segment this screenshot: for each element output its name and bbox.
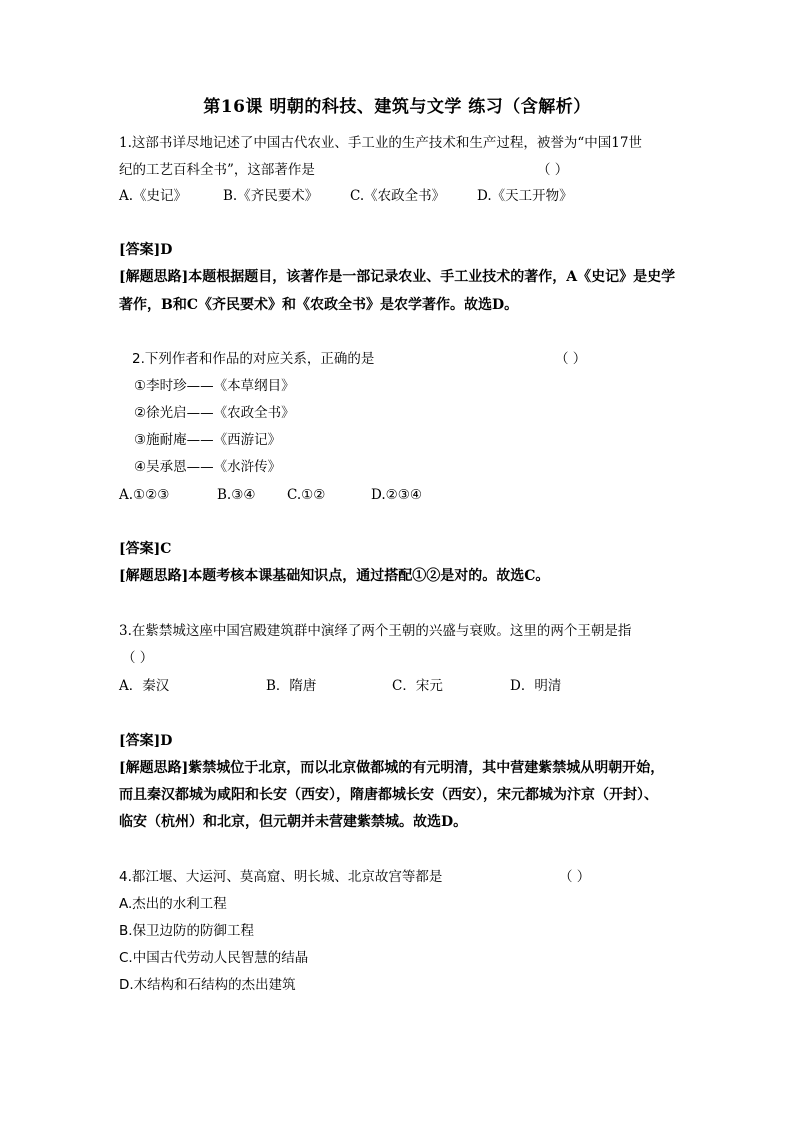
q1-analysis-line1: [解题思路]本题根据题目，该著作是一部记录农业、手工业技术的著作，A《史记》是史学 bbox=[119, 269, 676, 285]
q2-option-d: D.②③④ bbox=[371, 487, 422, 503]
q3-answer: [答案]D bbox=[119, 733, 173, 749]
q2-item-3: ③施耐庵——《西游记》 bbox=[134, 432, 282, 448]
q4-stem: 4.都江堰、大运河、莫高窟、明长城、北京故宫等都是 bbox=[119, 869, 443, 885]
q2-item-4: ④吴承恩——《水浒传》 bbox=[134, 459, 282, 475]
q1-answer-paren: （ ） bbox=[537, 162, 569, 178]
q2-item-1: ①李时珍——《本草纲目》 bbox=[134, 378, 295, 394]
q1-answer: [答案]D bbox=[119, 242, 173, 258]
q2-option-a: A.①②③ bbox=[119, 487, 170, 503]
q3-option-b: B．隋唐 bbox=[266, 678, 317, 694]
q2-option-c: C.①② bbox=[287, 487, 326, 503]
q3-analysis-line2: 而且秦汉都城为咸阳和长安（西安），隋唐都城长安（西安），宋元都城为汴京（开封）、 bbox=[119, 787, 658, 803]
q2-answer: [答案]C bbox=[119, 541, 172, 557]
q4-option-b: B.保卫边防的防御工程 bbox=[119, 923, 255, 939]
q4-answer-paren: （ ） bbox=[559, 869, 591, 885]
q1-option-a: A.《史记》 bbox=[119, 188, 188, 204]
q2-item-2: ②徐光启——《农政全书》 bbox=[134, 405, 295, 421]
q1-stem-line1: 1.这部书详尽地记述了中国古代农业、手工业的生产技术和生产过程，被誉为“中国17世 bbox=[119, 135, 642, 151]
q4-option-c: C.中国古代劳动人民智慧的结晶 bbox=[119, 950, 309, 966]
q1-analysis-line2: 著作，B和C《齐民要术》和《农政全书》是农学著作。故选D。 bbox=[119, 297, 519, 313]
q2-analysis: [解题思路]本题考核本课基础知识点，通过搭配①②是对的。故选C。 bbox=[119, 568, 550, 584]
q3-stem: 3.在紫禁城这座中国宫殿建筑群中演绎了两个王朝的兴盛与衰败。这里的两个王朝是指 bbox=[119, 623, 632, 639]
q2-option-b: B.③④ bbox=[217, 487, 256, 503]
q1-stem-line2: 纪的工艺百科全书”，这部著作是 bbox=[119, 162, 315, 178]
q3-option-c: C．宋元 bbox=[392, 678, 443, 694]
q1-option-b: B.《齐民要术》 bbox=[223, 188, 319, 204]
q2-stem: 2.下列作者和作品的对应关系，正确的是 bbox=[132, 351, 375, 367]
page-title: 第16课 明朝的科技、建筑与文学 练习（含解析） bbox=[203, 97, 591, 117]
q3-option-d: D．明清 bbox=[510, 678, 562, 694]
q3-analysis-line1: [解题思路]紫禁城位于北京，而以北京做都城的有元明清，其中营建紫禁城从明朝开始， bbox=[119, 760, 665, 776]
q3-analysis-line3: 临安（杭州）和北京，但元朝并未营建紫禁城。故选D。 bbox=[119, 814, 468, 830]
q3-option-a: A．秦汉 bbox=[119, 678, 170, 694]
q3-answer-paren: （ ） bbox=[122, 650, 154, 666]
q1-option-c: C.《农政全书》 bbox=[350, 188, 446, 204]
q1-option-d: D.《天工开物》 bbox=[477, 188, 573, 204]
q2-answer-paren: （ ） bbox=[555, 351, 587, 367]
q4-option-d: D.木结构和石结构的杰出建筑 bbox=[119, 977, 296, 993]
q4-option-a: A.杰出的水利工程 bbox=[119, 896, 227, 912]
